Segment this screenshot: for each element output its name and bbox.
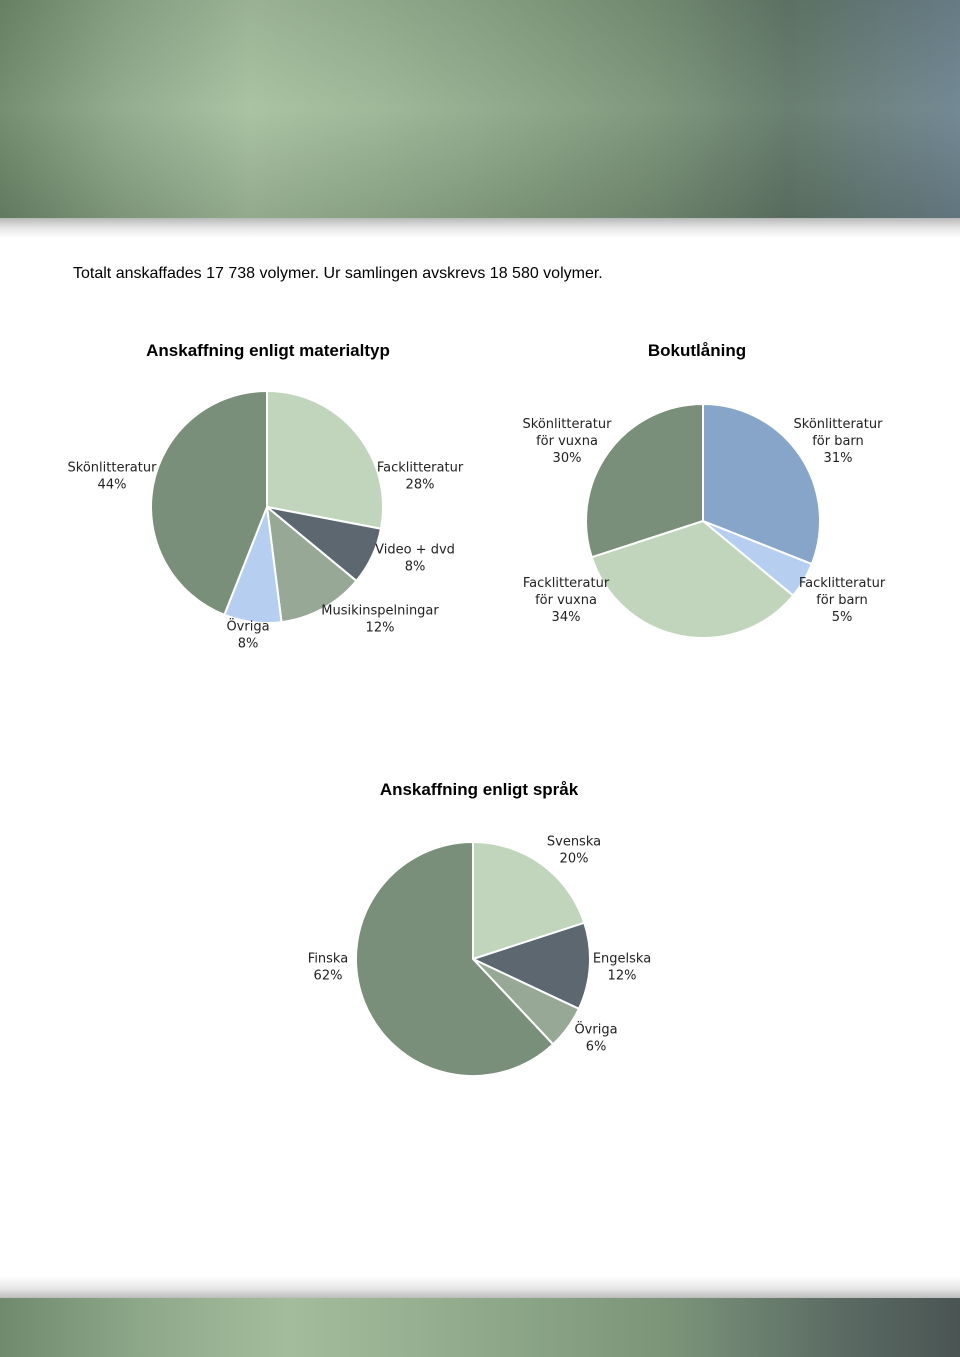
pie-label-1-2: Facklitteratur för vuxna 34% <box>522 576 610 625</box>
pie-slice-0-0 <box>267 391 383 529</box>
pie-label-2-1: Engelska 12% <box>592 951 652 984</box>
pie-label-1-0: Skönlitteratur för barn 31% <box>793 417 883 466</box>
chart-title-sprak: Anskaffning enligt språk <box>379 780 579 799</box>
pie-label-0-2: Musikinspelningar 12% <box>321 603 439 636</box>
pie-label-0-1: Video + dvd 8% <box>375 542 455 575</box>
footer-banner-shadow <box>0 1276 960 1298</box>
footer-banner <box>0 1298 960 1357</box>
pie-label-1-1: Facklitteratur för barn 5% <box>798 576 886 625</box>
intro-text: Totalt anskaffades 17 738 volymer. Ur samlingen avskrevs 18 580 volymer. <box>73 265 603 282</box>
pie-label-0-0: Facklitteratur 28% <box>376 460 464 493</box>
pie-label-2-3: Finska 62% <box>307 951 349 984</box>
pie-label-0-3: Övriga 8% <box>226 619 270 652</box>
chart-title-materialtyp: Anskaffning enligt materialtyp <box>146 341 390 360</box>
pie-label-1-3: Skönlitteratur för vuxna 30% <box>522 417 612 466</box>
chart-title-bokutlaning: Bokutlåning <box>647 341 747 360</box>
pie-label-2-0: Svenska 20% <box>546 834 602 867</box>
pie-label-2-2: Övriga 6% <box>574 1022 618 1055</box>
pie-label-0-4: Skönlitteratur 44% <box>67 460 157 493</box>
